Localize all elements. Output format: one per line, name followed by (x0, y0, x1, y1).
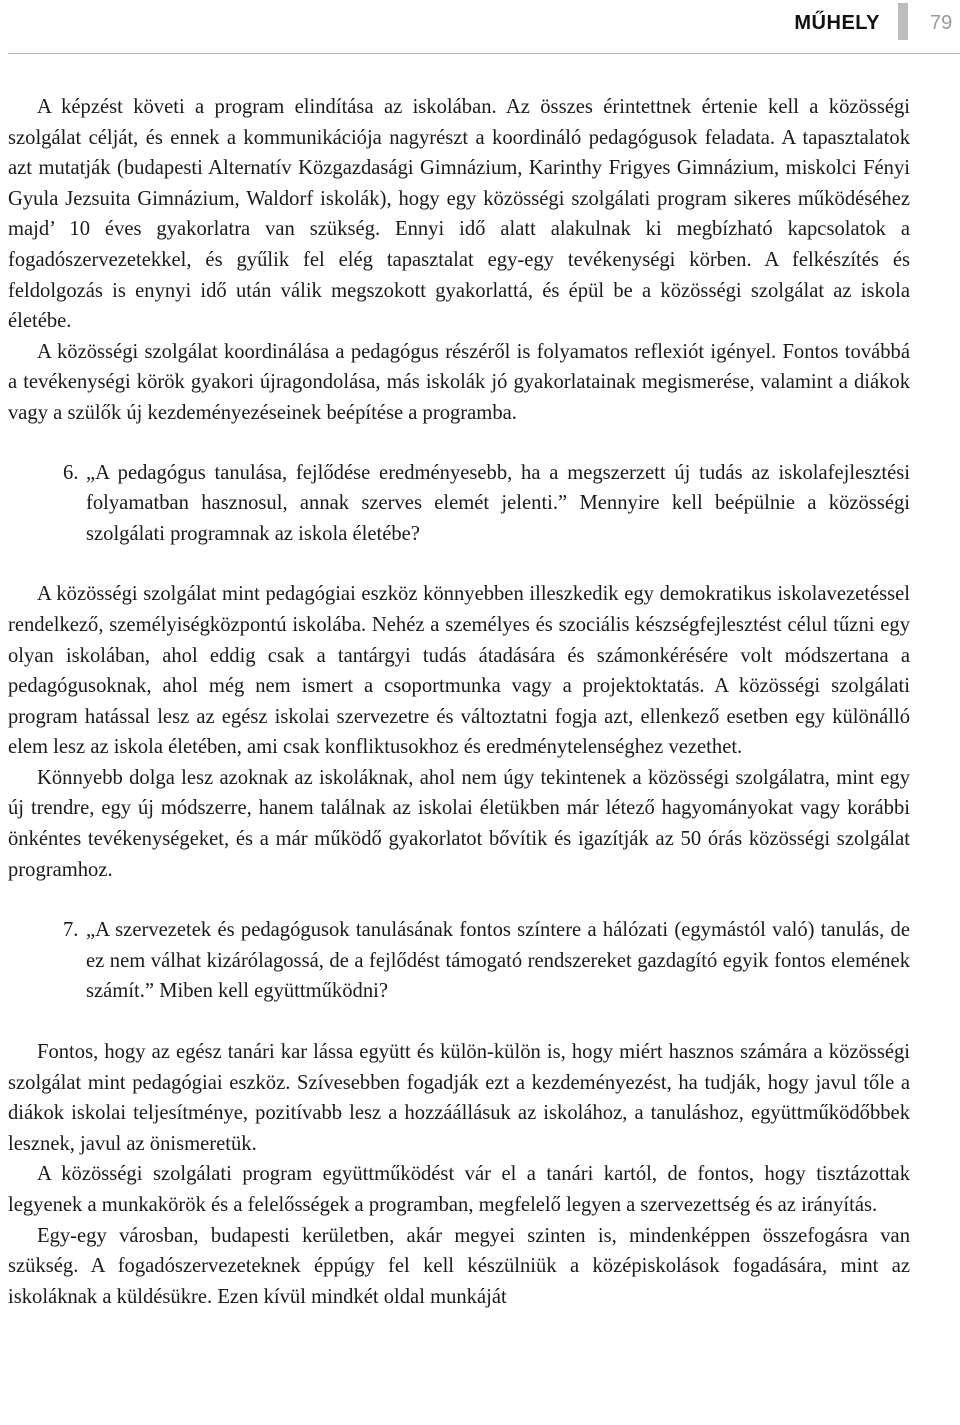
section-title: MŰHELY (794, 12, 880, 34)
question-number: 7. (63, 919, 79, 942)
header-divider-bar (898, 3, 908, 40)
question-text: „A szervezetek és pedagógusok tanulásának fontos színtere a hálózati (egymástól való) tanulás, de ez nem válhat kizárólagossá, de a fejlődést támogató rendszereket gazdagító egyik fontos elemének számít.” Miben kell együttműködni? (86, 919, 910, 1003)
page-number: 79 (930, 12, 953, 34)
running-header (0, 0, 960, 62)
question-number: 6. (63, 461, 79, 484)
paragraph-program-launch: A képzést követi a program elindítása az iskolában. Az összes érintettnek értenie kell a közösségi szolgálat célját, és ennek a kommunikációja nagyrészt a koordináló pedagógusok feladata. A tapasztalatok azt mutatják (budapesti Alternatív Közgazdasági Gimnázium, Karinthy Frigyes Gimnázium, miskolci Fényi Gyula Jezsuita Gimnázium, Waldorf iskolák), hogy egy közösségi szolgálati program sikeres működéséhez majd’ 10 éves gyakorlatra van szükség. Ennyi idő alatt alakulnak ki megbízható kapcsolatok a fogadószervezetekkel, és gyűlik fel elég tapasztalat egy-egy tevékenységi körben. A felkészítés és feldolgozás is enynyi idő után válik megszokott gyakorlattá, és épül be a közösségi szolgálat az iskola életébe. (8, 96, 910, 333)
paragraph-existing-traditions: Könnyebb dolga lesz azoknak az iskoláknak, ahol nem úgy tekintenek a közösségi szolgálatra, mint egy új trendre, egy új módszerre, hanem találnak az iskolai életükben már létező hagyományokat vagy korábbi önkéntes tevékenységeket, és a már működő gyakorlatot bővítik és igazítják az 50 órás közösségi szolgálat programhoz. (8, 766, 910, 881)
paragraph-local-partnership: Egy-egy városban, budapesti kerületben, akár megyei szinten is, mindenképpen összefogásra van szükség. A fogadószervezeteknek éppúgy fel kell készülniük a középiskolások fogadására, mint az iskoláknak a küldésükre. Ezen kívül mindkét oldal munkáját (8, 1224, 910, 1308)
paragraph-cooperation: A közösségi szolgálati program együttműködést vár el a tanári kartól, de fontos, hogy tisztázottak legyenek a munkakörök és a felelősségek a programban, megfelelő legyen a szervezettség és az irányítás. (8, 1163, 910, 1216)
question-6 (8, 458, 910, 550)
question-7 (8, 915, 910, 1007)
body-text (8, 92, 910, 1312)
paragraph-coordination-reflection: A közösségi szolgálat koordinálása a pedagógus részéről is folyamatos reflexiót igényel. Fontos továbbá a tevékenységi körök gyakori újragondolása, más iskolák jó gyakorlatainak megismerése, valamint a diákok vagy a szülők új kezdeményezéseinek beépítése a programba. (8, 340, 910, 424)
question-text: „A pedagógus tanulása, fejlődése eredményesebb, ha a megszerzett új tudás az iskolafejlesztési folyamatban hasznosul, annak szerves elemét jelenti.” Mennyire kell beépülnie a közösségi szolgálati programnak az iskola életébe? (86, 461, 910, 545)
header-rule (8, 53, 960, 54)
paragraph-teaching-staff: Fontos, hogy az egész tanári kar lássa együtt és külön-külön is, hogy miért hasznos számára a közösségi szolgálat mint pedagógiai eszköz. Szívesebben fogadják ezt a kezdeményezést, ha tudják, hogy javul tőle a diákok iskolai teljesítménye, pozitívabb lesz a hozzáállásuk az iskolához, a tanuláshoz, együttműködőbbek lesznek, javul az önismeretük. (8, 1041, 910, 1155)
paragraph-democratic-school: A közösségi szolgálat mint pedagógiai eszköz könnyebben illeszkedik egy demokratikus iskolavezetéssel rendelkező, személyiségközpontú iskolába. Nehéz a személyes és szociális készségfejlesztést célul tűzni egy olyan iskolában, ahol eddig csak a tantárgyi tudás átadására és számonkérésére volt módszertana a pedagógusoknak, ahol még nem ismert a csoportmunka vagy a projektoktatás. A közösségi szolgálati program hatással lesz az egész iskolai szervezetre és változtatni fogja azt, ellenkező esetben egy különálló elem lesz az iskola életében, ami csak konfliktusokhoz és eredménytelenséghez vezethet. (8, 583, 910, 759)
